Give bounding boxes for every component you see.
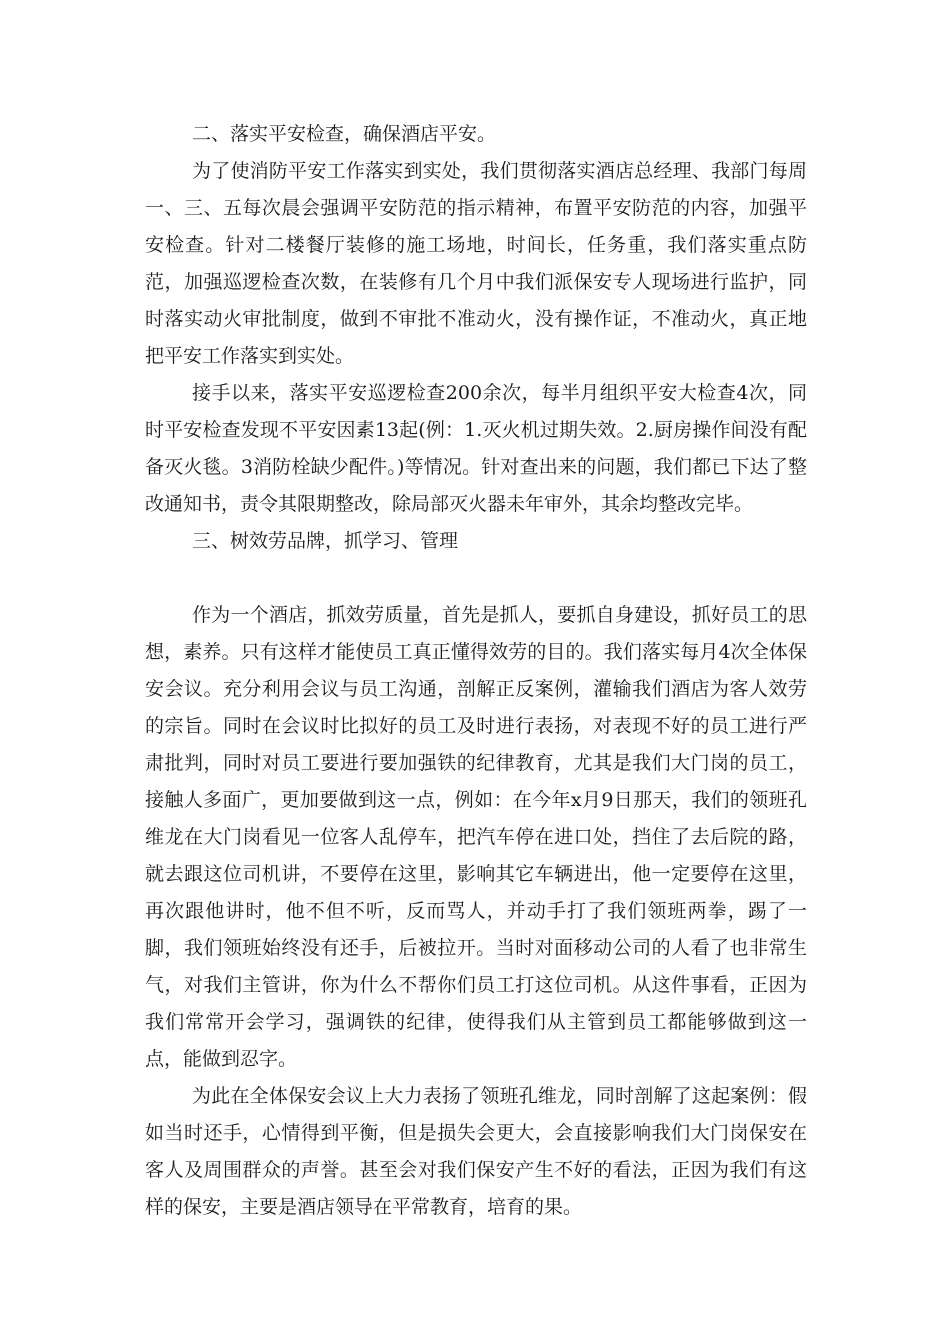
paragraph-spacer <box>145 560 807 597</box>
section-heading-safety-inspection: 二、落实平安检查，确保酒店平安。 <box>192 123 497 145</box>
document-body <box>145 116 807 1226</box>
section-heading-service-brand: 三、树效劳品牌，抓学习、管理 <box>192 530 459 552</box>
paragraph-commendation: 为此在全体保安会议上大力表扬了领班孔维龙，同时剖解了这起案例：假如当时还手，心情得到平衡，但是损失会更大，会直接影响我们大门岗保安在客人及周围群众的声誉。甚至会对我们保安产生不好的看法，正因为我们有这样的保安，主要是酒店领导在平常教育，培育的果。 <box>145 1085 807 1218</box>
paragraph-fire-safety: 为了使消防平安工作落实到实处，我们贯彻落实酒店总经理、我部门每周一、三、五每次晨会强调平安防范的指示精神，布置平安防范的内容，加强平安检查。针对二楼餐厅装修的施工场地，时间长，任务重，我们落实重点防范，加强巡逻检查次数，在装修有几个月中我们派保安专人现场进行监护，同时落实动火审批制度，做到不审批不准动火，没有操作证，不准动火，真正地把平安工作落实到实处。 <box>145 160 807 367</box>
paragraph-service-quality: 作为一个酒店，抓效劳质量，首先是抓人，要抓自身建设，抓好员工的思想，素养。只有这样才能使员工真正懂得效劳的目的。我们落实每月4次全体保安会议。充分利用会议与员工沟通，剖解正反案例，灌输我们酒店为客人效劳的宗旨。同时在会议时比拟好的员工及时进行表扬，对表现不好的员工进行严肃批判，同时对员工要进行要加强铁的纪律教育，尤其是我们大门岗的员工，接触人多面广，更加要做到这一点，例如：在今年x月9日那天，我们的领班孔维龙在大门岗看见一位客人乱停车，把汽车停在进口处，挡住了去后院的路，就去跟这位司机讲，不要停在这里，影响其它车辆进出，他一定要停在这里，再次跟他讲时，他不但不听，反而骂人，并动手打了我们领班两拳，踢了一脚，我们领班始终没有还手，后被拉开。当时对面移动公司的人看了也非常生气，对我们主管讲，你为什么不帮你们员工打这位司机。从这件事看，正因为我们常常开会学习，强调铁的纪律，使得我们从主管到员工都能够做到这一点，能做到忍字。 <box>145 604 807 1070</box>
paragraph-patrol-statistics: 接手以来，落实平安巡逻检查200余次，每半月组织平安大检查4次，同时平安检查发现不平安因素13起(例：1.灭火机过期失效。2.厨房操作间没有配备灭火毯。3消防栓缺少配件。)等情况。针对查出来的问题，我们都已下达了整改通知书，责令其限期整改，除局部灭火器未年审外，其余均整改完毕。 <box>145 382 807 515</box>
